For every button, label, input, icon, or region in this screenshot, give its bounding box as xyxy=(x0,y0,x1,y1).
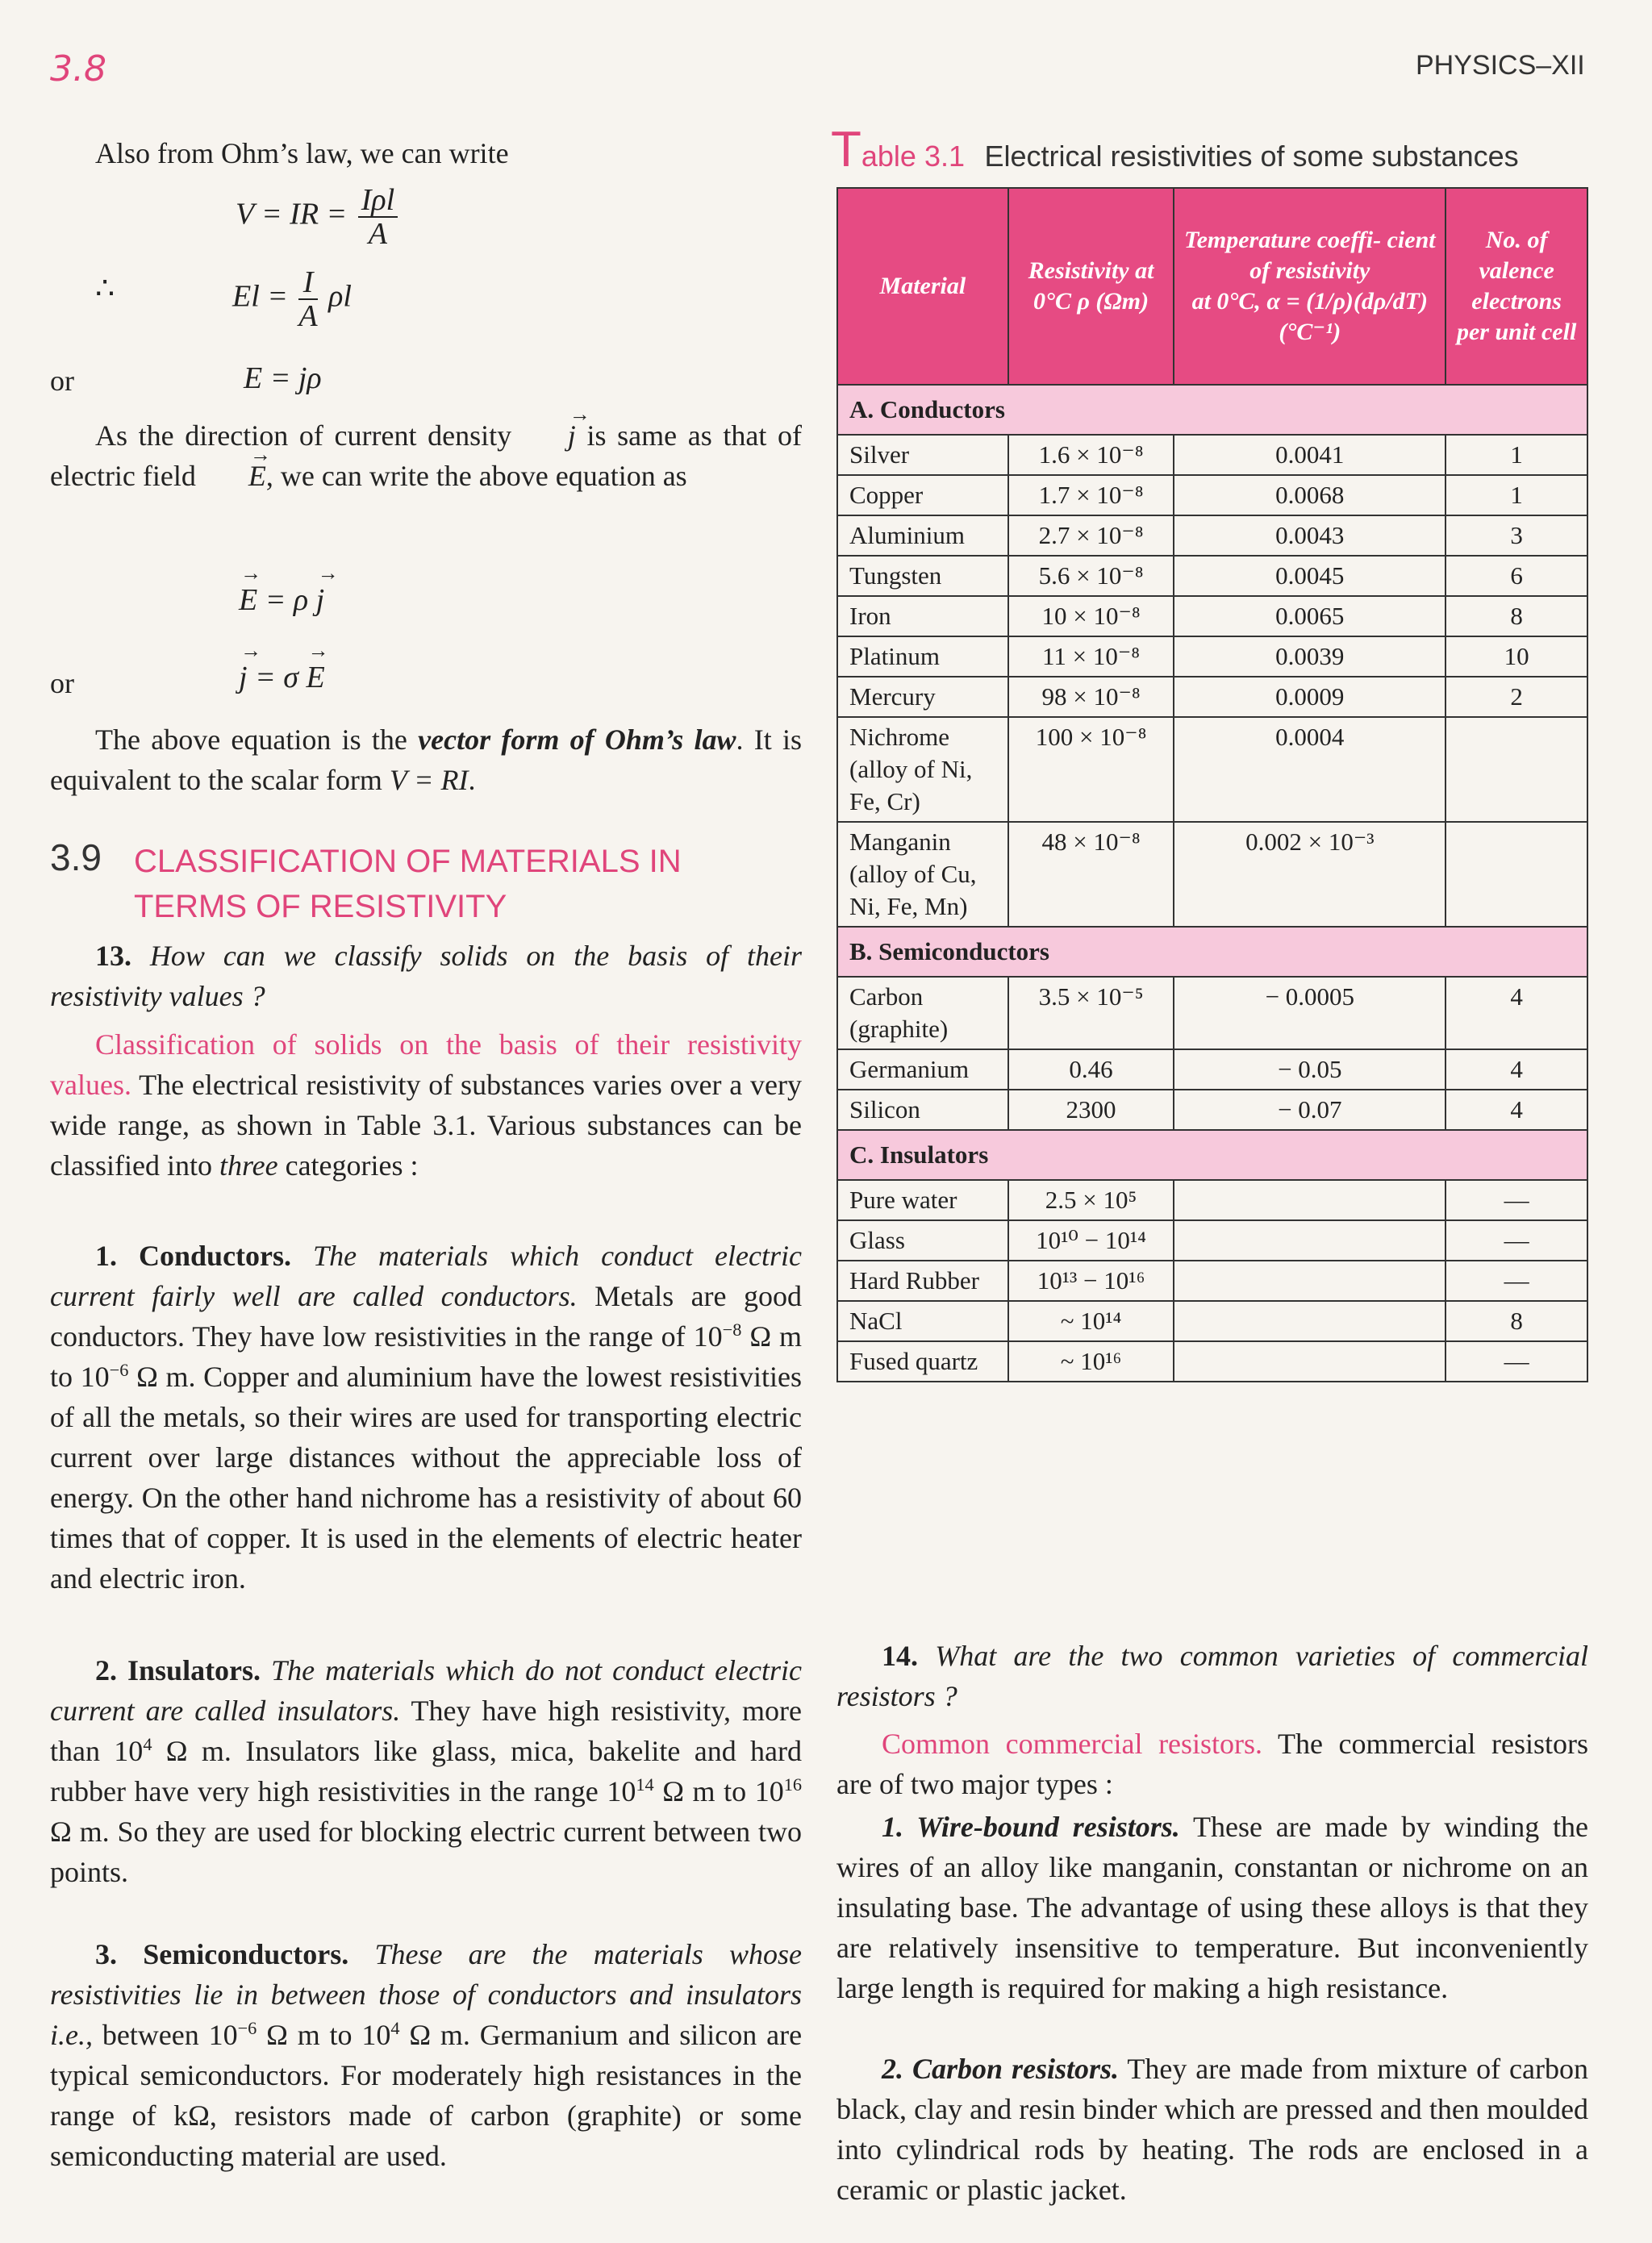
cell-temp-coeff xyxy=(1174,1301,1446,1341)
header-material: Material xyxy=(837,188,1008,385)
cell-resistivity: 2.7 × 10⁻⁸ xyxy=(1008,515,1174,556)
equation-3: E = jρ xyxy=(244,361,322,395)
cell-temp-coeff: 0.0009 xyxy=(1174,677,1446,717)
cell-material: Fused quartz xyxy=(837,1341,1008,1382)
cell-material: Mercury xyxy=(837,677,1008,717)
table-row xyxy=(837,822,1587,927)
cell-temp-coeff: 0.002 × 10⁻³ xyxy=(1174,822,1446,927)
cell-valence: — xyxy=(1446,1341,1587,1382)
cell-temp-coeff: 0.0045 xyxy=(1174,556,1446,596)
cell-resistivity: 1.6 × 10⁻⁸ xyxy=(1008,435,1174,475)
equation-1: V = IR = $\frac{\text{Iρl}}{A}$ xyxy=(236,184,401,250)
cell-resistivity: 3.5 × 10⁻⁵ xyxy=(1008,977,1174,1049)
header-resistivity: Resistivity at 0°C ρ (Ωm) xyxy=(1008,188,1174,385)
cell-temp-coeff: 0.0039 xyxy=(1174,636,1446,677)
conductors-paragraph: 1. Conductors. The materials which conduct electric current fairly well are called conductors. Metals are good conductors. They have low resistivities in the range of $10^{-8}$ Ω m to $10^{-6}$ Ω m. Copper and aluminium have the lowest resistivities of all the metals, so their wires are used for transporting electric current over large distances without the appreciable loss of energy. On the other hand nichrome has a resistivity of about 60 times that of copper. It is used in the elements of electric heater and electric iron. xyxy=(50,1240,803,1595)
cell-material: Iron xyxy=(837,596,1008,636)
table-row xyxy=(837,1090,1587,1130)
cell-material: Silver xyxy=(837,435,1008,475)
cell-material: NaCl xyxy=(837,1301,1008,1341)
cell-valence: 4 xyxy=(1446,977,1587,1049)
question-14: 14. What are the two common varieties of commercial resistors ? xyxy=(836,1640,1589,1712)
cell-material: Platinum xyxy=(837,636,1008,677)
or-label-2: or xyxy=(50,667,74,699)
equation-4: → E = ρ → j xyxy=(239,582,324,618)
table-section-row xyxy=(837,385,1587,435)
cell-resistivity: 0.46 xyxy=(1008,1049,1174,1090)
cell-valence: — xyxy=(1446,1220,1587,1261)
cell-temp-coeff: 0.0004 xyxy=(1174,717,1446,822)
table-row xyxy=(837,475,1587,515)
table-row xyxy=(837,1049,1587,1090)
answer-14: Common commercial resistors. The commercial resistors are of two major types : xyxy=(836,1728,1588,1800)
cell-material: Aluminium xyxy=(837,515,1008,556)
cell-valence: 1 xyxy=(1446,475,1587,515)
cell-material: Pure water xyxy=(837,1180,1008,1220)
table-header-row xyxy=(837,188,1587,385)
cell-resistivity: 1.7 × 10⁻⁸ xyxy=(1008,475,1174,515)
direction-paragraph: As the direction of current density → j is same as that of electric field → E, we can write the above equation as xyxy=(50,415,802,496)
carbon-resistors-paragraph: 2. Carbon resistors. They are made from mixture of carbon black, clay and resin binder which are pressed and then moulded into cylindrical rods by heating. The rods are enclosed in a ceramic or plastic jacket. xyxy=(836,2053,1588,2206)
table-row xyxy=(837,515,1587,556)
wire-bound-paragraph: 1. Wire-bound resistors. These are made by winding the wires of an alloy like manganin, constantan or nichrome on an insulating base. The advantage of using these alloys is that they are relatively insensitive to temperature. But inconveniently large length is required for making a high resistance. xyxy=(836,1811,1589,2004)
answer-13: Classification of solids on the basis of their resistivity values. The electrical resistivity of substances varies over a very wide range, as shown in Table 3.1. Various substances can be classified into three categories : xyxy=(50,1028,802,1182)
cell-resistivity: 2.5 × 10⁵ xyxy=(1008,1180,1174,1220)
cell-material: Copper xyxy=(837,475,1008,515)
cell-valence: 2 xyxy=(1446,677,1587,717)
equation-2-body: El = $\frac{I}{A}$ ρl xyxy=(232,265,352,333)
equation-5: → j = σ → E xyxy=(239,660,325,695)
equation-2: ∴ xyxy=(95,272,115,306)
table-section-title: B. Semiconductors xyxy=(837,927,1587,977)
cell-resistivity: 100 × 10⁻⁸ xyxy=(1008,717,1174,822)
cell-resistivity: 2300 xyxy=(1008,1090,1174,1130)
cell-valence: 4 xyxy=(1446,1049,1587,1090)
table-row xyxy=(837,1180,1587,1220)
cell-resistivity: 10 × 10⁻⁸ xyxy=(1008,596,1174,636)
cell-material: Manganin (alloy of Cu, Ni, Fe, Mn) xyxy=(837,822,1008,927)
table-row xyxy=(837,556,1587,596)
cell-temp-coeff xyxy=(1174,1220,1446,1261)
cell-valence: 3 xyxy=(1446,515,1587,556)
table-row xyxy=(837,1220,1587,1261)
page-number: 3.8 xyxy=(50,48,106,90)
cell-resistivity: ~ 10¹⁶ xyxy=(1008,1341,1174,1382)
cell-valence xyxy=(1446,717,1587,822)
cell-material: Nichrome (alloy of Ni, Fe, Cr) xyxy=(837,717,1008,822)
table-section-row xyxy=(837,1130,1587,1180)
cell-material: Carbon (graphite) xyxy=(837,977,1008,1049)
cell-valence: — xyxy=(1446,1261,1587,1301)
cell-valence: 8 xyxy=(1446,596,1587,636)
cell-resistivity: 10¹³ − 10¹⁶ xyxy=(1008,1261,1174,1301)
table-caption: Table 3.1 Electrical resistivities of some substances xyxy=(831,122,1519,177)
cell-resistivity: 11 × 10⁻⁸ xyxy=(1008,636,1174,677)
cell-valence: 10 xyxy=(1446,636,1587,677)
insulators-paragraph: 2. Insulators. The materials which do not conduct electric current are called insulators. They have high resistivity, more than $10^4$ Ω m. Insulators like glass, mica, bakelite and hard rubber have very high resistivities in the range $10^{14}$ Ω m to $10^{16}$ Ω m. So they are used for blocking electric current between two points. xyxy=(50,1654,803,1888)
table-row xyxy=(837,1341,1587,1382)
table-row xyxy=(837,1261,1587,1301)
semiconductors-paragraph: 3. Semiconductors. These are the materials whose resistivities lie in between those of conductors and insulators i.e., between $10^{-6}$ Ω m to $10^4$ Ω m. Germanium and silicon are typical semiconductors. For moderately high resistances in the range of kΩ, resistors made of carbon (graphite) or some semiconducting material are used. xyxy=(50,1938,803,2172)
resistivity-table xyxy=(836,187,1588,1382)
cell-material: Hard Rubber xyxy=(837,1261,1008,1301)
or-label-1: or xyxy=(50,365,74,397)
header-temp-coeff: Temperature coeffi- cient of resistivity at 0°C, α = (1/ρ)(dρ/dT) (°C⁻¹) xyxy=(1174,188,1446,385)
cell-material: Glass xyxy=(837,1220,1008,1261)
cell-resistivity: 48 × 10⁻⁸ xyxy=(1008,822,1174,927)
table-row xyxy=(837,596,1587,636)
question-13: 13. How can we classify solids on the basis of their resistivity values ? xyxy=(50,940,803,1012)
table-section-title: C. Insulators xyxy=(837,1130,1587,1180)
cell-resistivity: 98 × 10⁻⁸ xyxy=(1008,677,1174,717)
cell-valence: 4 xyxy=(1446,1090,1587,1130)
cell-valence xyxy=(1446,822,1587,927)
table-row xyxy=(837,977,1587,1049)
cell-material: Germanium xyxy=(837,1049,1008,1090)
cell-resistivity: 10¹⁰ − 10¹⁴ xyxy=(1008,1220,1174,1261)
cell-temp-coeff: 0.0065 xyxy=(1174,596,1446,636)
header-valence: No. of valence electrons per unit cell xyxy=(1446,188,1587,385)
section-title: CLASSIFICATION OF MATERIALS IN TERMS OF RESISTIVITY xyxy=(134,844,682,924)
table-section-row xyxy=(837,927,1587,977)
cell-valence: 1 xyxy=(1446,435,1587,475)
cell-valence: 6 xyxy=(1446,556,1587,596)
table-row xyxy=(837,677,1587,717)
cell-temp-coeff xyxy=(1174,1180,1446,1220)
cell-temp-coeff: − 0.05 xyxy=(1174,1049,1446,1090)
table-row xyxy=(837,1301,1587,1341)
book-title: PHYSICS–XII xyxy=(1416,50,1585,81)
table-section-title: A. Conductors xyxy=(837,385,1587,435)
table-row xyxy=(837,717,1587,822)
cell-resistivity: 5.6 × 10⁻⁸ xyxy=(1008,556,1174,596)
cell-temp-coeff: 0.0041 xyxy=(1174,435,1446,475)
cell-material: Tungsten xyxy=(837,556,1008,596)
cell-temp-coeff: 0.0043 xyxy=(1174,515,1446,556)
cell-temp-coeff: − 0.0005 xyxy=(1174,977,1446,1049)
vector-form-paragraph: The above equation is the vector form of Ohm’s law. It is equivalent to the scalar form V = RI. xyxy=(50,723,803,796)
cell-temp-coeff: 0.0068 xyxy=(1174,475,1446,515)
table-row xyxy=(837,435,1587,475)
cell-temp-coeff: − 0.07 xyxy=(1174,1090,1446,1130)
ohm-intro: Also from Ohm’s law, we can write xyxy=(95,137,509,169)
cell-resistivity: ~ 10¹⁴ xyxy=(1008,1301,1174,1341)
cell-valence: 8 xyxy=(1446,1301,1587,1341)
cell-temp-coeff xyxy=(1174,1261,1446,1301)
table-row xyxy=(837,636,1587,677)
cell-temp-coeff xyxy=(1174,1341,1446,1382)
section-number: 3.9 xyxy=(50,836,102,878)
cell-material: Silicon xyxy=(837,1090,1008,1130)
cell-valence: — xyxy=(1446,1180,1587,1220)
